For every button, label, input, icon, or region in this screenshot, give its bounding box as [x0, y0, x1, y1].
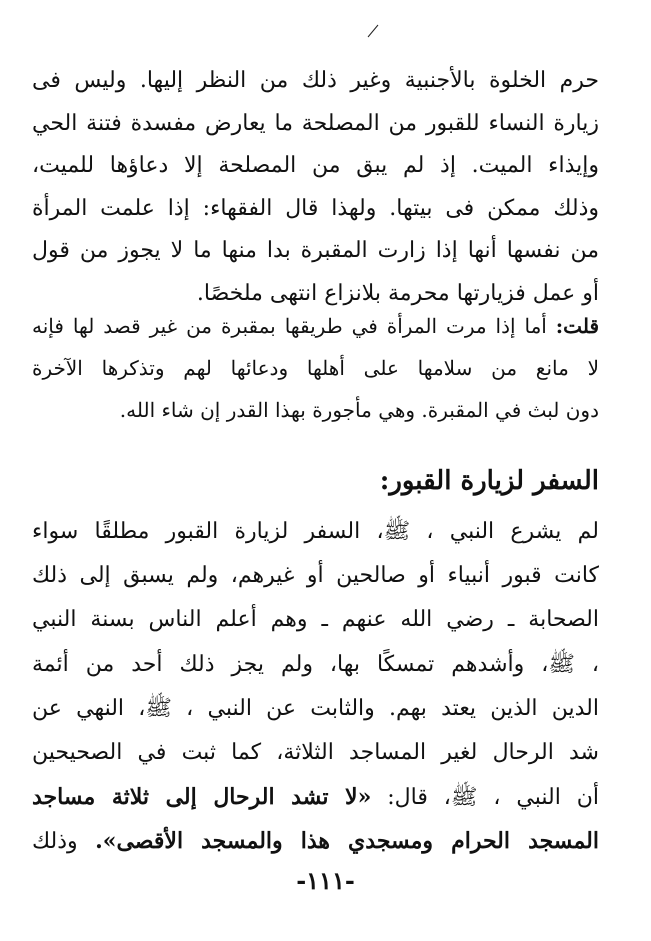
note-first-line-text: أما إذا مرت المرأة في طريقها بمقبرة من غير قصد لها فإنه [32, 314, 556, 338]
text-line: حرم الخلوة بالأجنبية وغير ذلك من النظر إليها. وليس فى [32, 68, 599, 93]
text-line: الصحابة ـ رضي الله عنهم ـ وهم أعلم الناس بسنة النبي [32, 607, 599, 633]
text-line: لا مانع من سلامها على أهلها ودعائها لهم وتذكرها الآخرة [32, 356, 599, 380]
text-line: شد الرحال لغير المساجد الثلاثة، كما ثبت في الصحيحين [32, 739, 599, 765]
text-line: من نفسها أنها إذا زارت المقبرة بدا منها ما لا يجوز من قول [32, 238, 599, 263]
note-lead-word: قلت: [555, 314, 599, 338]
paragraph-author-note [32, 305, 599, 431]
text-line: وذلك ممكن فى بيتها. ولهذا قال الفقهاء: إذا علمت المرأة [32, 195, 599, 221]
text-line: زيارة النساء للقبور من المصلحة ما يعارض مفسدة فتنة الحي [32, 110, 599, 136]
text-line: كانت قبور أنبياء أو صالحين أو غيرهم، ولم يسبق إلى ذلك [32, 563, 599, 589]
pen-stroke-mark [367, 24, 379, 38]
text-line: وإيذاء الميت. إذ لم يبق من المصلحة إلا دعاؤها للميت، [32, 153, 599, 178]
text-line: لم يشرع النبي ، ﷺ، السفر لزيارة القبور مطلقًا سواء [32, 519, 599, 544]
text-line: ، ﷺ، وأشدهم تمسكًا بها، ولم يجز ذلك أحد من أئمة [32, 651, 599, 677]
paragraph-travel-to-graves [32, 510, 599, 864]
page-number: -١١١- [296, 866, 355, 895]
paragraph-women-visiting-graves [32, 60, 599, 315]
text-line: أو عمل فزيارتها محرمة بلانزاع انتهى ملخصًا. [196, 280, 599, 306]
hadith-quote-end: المسجد الحرام ومسجدي هذا والمسجد الأقصى». [95, 828, 599, 855]
text-line [32, 819, 599, 863]
hadith-intro-text: أن النبي ، ﷺ، قال: [371, 785, 599, 811]
continuation-text: وذلك [32, 829, 96, 855]
section-heading: السفر لزيارة القبور: [379, 466, 599, 496]
text-line [32, 305, 599, 347]
text-line: دون لبث في المقبرة. وهي مأجورة بهذا القدر إن شاء الله. [119, 398, 599, 422]
text-line: الدين الذين يعتد بهم. والثابت عن النبي ، ﷺ، النهي عن [32, 695, 599, 721]
hadith-quote-start: «لا تشد الرحال إلى ثلاثة مساجد [32, 784, 372, 811]
text-line [32, 775, 599, 819]
